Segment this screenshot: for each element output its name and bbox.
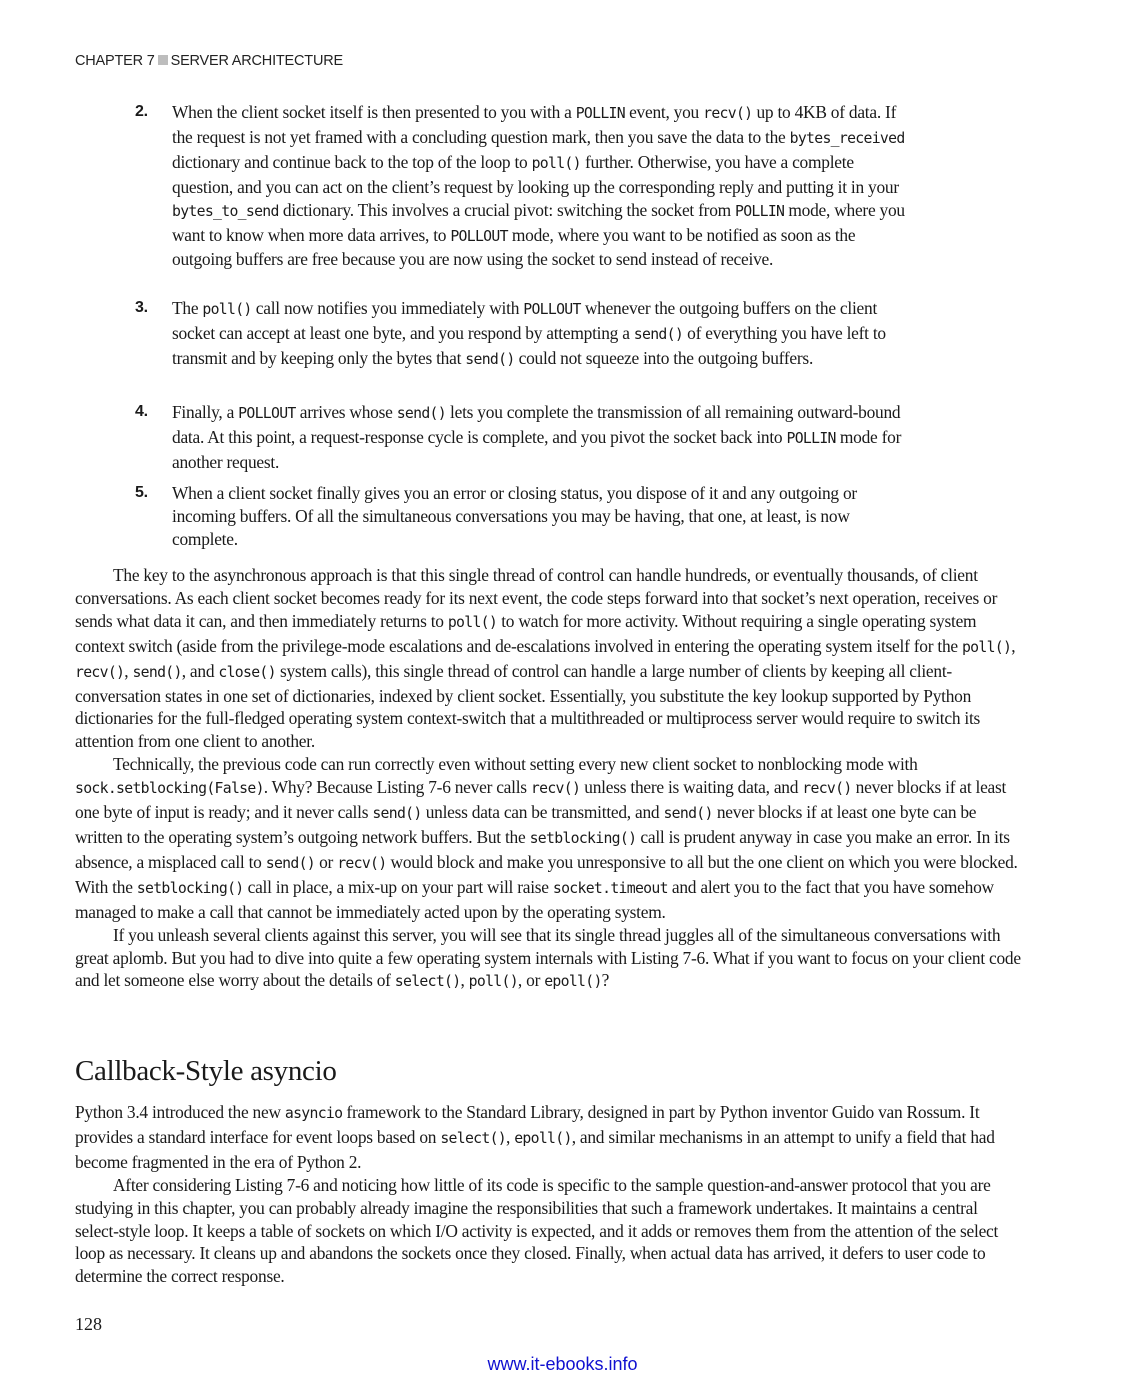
inline-code: recv() bbox=[703, 105, 753, 122]
text-run: or bbox=[315, 851, 338, 872]
inline-code: POLLIN bbox=[786, 429, 836, 447]
text-run: call now notifies you immediately with bbox=[251, 298, 524, 318]
text-run: call is prudent anyway in case you make an error. In its absence, a misplaced call to bbox=[75, 826, 1010, 872]
text-run: mode, where you want to be notified as soon as the outgoing buffers are free because you are now using the socket to send instead of receive. bbox=[172, 224, 856, 270]
inline-code: POLLOUT bbox=[523, 301, 581, 318]
inline-code: epoll() bbox=[544, 973, 602, 991]
text-run: dictionary. This involves a crucial pivot: switching the socket from bbox=[278, 199, 736, 220]
body-section-b bbox=[75, 1101, 1021, 1288]
text-run: whenever the outgoing buffers on the client socket can accept at least one byte, and you respond by attempting a bbox=[172, 298, 878, 343]
inline-code: bytes_received bbox=[789, 129, 905, 147]
text-run: up to 4KB of data. If the request is not yet framed with a concluding question mark, then you save the data to the bbox=[172, 102, 897, 147]
text-run: further. Otherwise, you have a complete question, and you can act on the client’s request by looking up the corresponding reply and putting it in your bbox=[172, 151, 899, 197]
text-run: and alert you to the fact that you have somehow managed to make a call that cannot be immediately acted upon by the operating system. bbox=[75, 876, 994, 922]
step-number: 3. bbox=[135, 299, 148, 316]
inline-code: POLLOUT bbox=[238, 405, 296, 422]
inline-code: poll() bbox=[468, 973, 518, 991]
inline-code: close() bbox=[218, 663, 276, 681]
numbered-steps bbox=[75, 101, 1021, 551]
text-run: mode for another request. bbox=[172, 426, 902, 472]
section-heading: Callback-Style asyncio bbox=[75, 1055, 337, 1087]
text-run: mode, where you want to know when more data arrives, to bbox=[172, 199, 905, 245]
body-section-a bbox=[75, 564, 1021, 994]
paragraph bbox=[75, 753, 1021, 923]
inline-code: POLLIN bbox=[735, 202, 785, 220]
text-run: , bbox=[124, 660, 133, 681]
paragraph bbox=[75, 924, 1021, 995]
text-run: , bbox=[460, 970, 469, 991]
inline-code: recv() bbox=[337, 854, 387, 872]
inline-code: send() bbox=[265, 854, 315, 872]
text-run: If you unleash several clients against this server, you will see that its single thread juggles all of the simultaneous conversations with great aplomb. But you had to dive into quite a few operating system internals with Listing 7-6. What if you want to focus on your client code and let someone else worry about the details of bbox=[75, 924, 1021, 991]
paragraph bbox=[75, 1174, 1021, 1289]
step-text bbox=[172, 101, 912, 271]
paragraph bbox=[75, 1101, 1021, 1174]
text-run: The bbox=[172, 298, 203, 318]
inline-code: setblocking() bbox=[136, 879, 244, 897]
step-number: 5. bbox=[135, 484, 148, 501]
inline-code: recv() bbox=[530, 780, 581, 798]
inline-code: sock.setblocking(False) bbox=[75, 780, 264, 798]
paragraph bbox=[75, 564, 1021, 753]
text-run: Technically, the previous code can run correctly even without setting every new client socket to nonblocking mode with bbox=[113, 754, 918, 775]
inline-code: send() bbox=[663, 805, 713, 823]
text-run: call in place, a mix-up on your part will raise bbox=[243, 876, 553, 897]
inline-code: asyncio bbox=[284, 1105, 343, 1122]
running-header bbox=[75, 53, 343, 69]
chapter-title: SERVER ARCHITECTURE bbox=[170, 53, 343, 69]
inline-code: send() bbox=[132, 663, 182, 681]
text-run: never blocks if at least one byte of input is ready; and it never calls bbox=[75, 777, 1007, 823]
inline-code: select() bbox=[394, 973, 461, 991]
inline-code: send() bbox=[633, 325, 684, 343]
text-run: , or bbox=[517, 970, 545, 991]
text-run: unless data can be transmitted, and bbox=[421, 802, 664, 823]
inline-code: poll() bbox=[202, 301, 252, 318]
text-run: would block and make you unresponsive to all but the one client on which you were blocked. With the bbox=[75, 851, 1018, 897]
text-run: framework to the Standard Library, designed in part by Python inventor Guido van Rossum. It provides a standard interface for event loops based on bbox=[75, 1102, 980, 1147]
step-number: 4. bbox=[135, 403, 148, 420]
text-run: unless there is waiting data, and bbox=[580, 777, 803, 798]
text-run: When a client socket finally gives you an error or closing status, you dispose of it and any outgoing or incoming buffers. Of all the simultaneous conversations you may be having, that one, at least, is now complete. bbox=[172, 483, 857, 549]
inline-code: poll() bbox=[447, 613, 498, 631]
inline-code: epoll() bbox=[514, 1129, 572, 1147]
text-run: system calls), this single thread of control can handle a large number of clients by keeping all client-conversation states in one set of dictionaries, indexed by client socket. Essentially, you substitute the key lookup supported by Python dictionaries for the full-fledged operating system context-switch that a multithreaded or multiprocess server would require to switch its attention from one client to another. bbox=[75, 660, 981, 752]
text-run: , and similar mechanisms in an attempt to unify a field that had become fragmented in the era of Python 2. bbox=[75, 1126, 995, 1172]
text-run: could not squeeze into the outgoing buffers. bbox=[514, 347, 814, 368]
inline-code: poll() bbox=[531, 154, 581, 172]
text-run: , bbox=[1011, 635, 1016, 656]
inline-code: recv() bbox=[75, 663, 125, 681]
inline-code: POLLOUT bbox=[450, 227, 508, 245]
text-run: Python 3.4 introduced the new bbox=[75, 1102, 285, 1122]
text-run: , bbox=[506, 1126, 515, 1147]
inline-code: recv() bbox=[802, 780, 852, 798]
step-number: 2. bbox=[135, 103, 148, 120]
inline-code: bytes_to_send bbox=[172, 202, 279, 220]
inline-code: poll() bbox=[961, 638, 1012, 656]
inline-code: socket.timeout bbox=[552, 879, 668, 897]
page-number: 128 bbox=[75, 1314, 102, 1334]
website-link[interactable]: www.it-ebooks.info bbox=[487, 1354, 638, 1374]
text-run: arrives whose bbox=[295, 402, 397, 422]
step-text bbox=[172, 297, 912, 372]
text-run: When the client socket itself is then presented to you with a bbox=[172, 102, 576, 122]
text-run: of everything you have left to transmit and by keeping only the bytes that bbox=[172, 322, 886, 368]
text-run: never blocks if at least one byte can be written to the operating system’s outgoing network buffers. But the bbox=[75, 802, 977, 847]
step-text bbox=[172, 401, 912, 474]
separator-square-icon bbox=[158, 55, 168, 65]
text-run: . Why? Because Listing 7-6 never calls bbox=[263, 777, 531, 798]
text-run: , and bbox=[181, 660, 219, 681]
text-run: ? bbox=[601, 970, 610, 991]
chapter-label: CHAPTER 7 bbox=[75, 53, 155, 69]
inline-code: POLLIN bbox=[575, 105, 625, 122]
inline-code: select() bbox=[440, 1129, 507, 1147]
inline-code: setblocking() bbox=[529, 829, 637, 847]
step-text bbox=[172, 482, 912, 551]
text-run: The key to the asynchronous approach is that this single thread of control can handle hundreds, or eventually thousands, of client conversations. As each client socket becomes ready for its next event, the code steps forward into that socket’s next operation, receives or sends what data it can, and then immediately returns to bbox=[75, 565, 998, 631]
text-run: to watch for more activity. Without requiring a single operating system context switch (aside from the privilege-mode escalations and de-escalations involved in entering the operating system itself for the bbox=[75, 610, 977, 656]
text-run: Finally, a bbox=[172, 402, 239, 422]
inline-code: send() bbox=[372, 805, 422, 823]
text-run: After considering Listing 7-6 and noticing how little of its code is specific to the sample question-and-answer protocol that you are studying in this chapter, you can probably already imagine the responsibilities that such a framework undertakes. It maintains a central select-style loop. It keeps a table of sockets on which I/O activity is expected, and it adds or removes them from the attention of the select loop as necessary. It cleans up and abandons the sockets once they closed. Finally, when actual data has arrived, it defers to user code to determine the correct response. bbox=[75, 1174, 999, 1287]
text-run: dictionary and continue back to the top of the loop to bbox=[172, 151, 532, 172]
text-run: lets you complete the transmission of all remaining outward-bound data. At this point, a request-response cycle is complete, and you pivot the socket back into bbox=[172, 402, 901, 447]
inline-code: send() bbox=[396, 405, 446, 422]
text-run: event, you bbox=[624, 102, 704, 122]
inline-code: send() bbox=[465, 350, 515, 368]
